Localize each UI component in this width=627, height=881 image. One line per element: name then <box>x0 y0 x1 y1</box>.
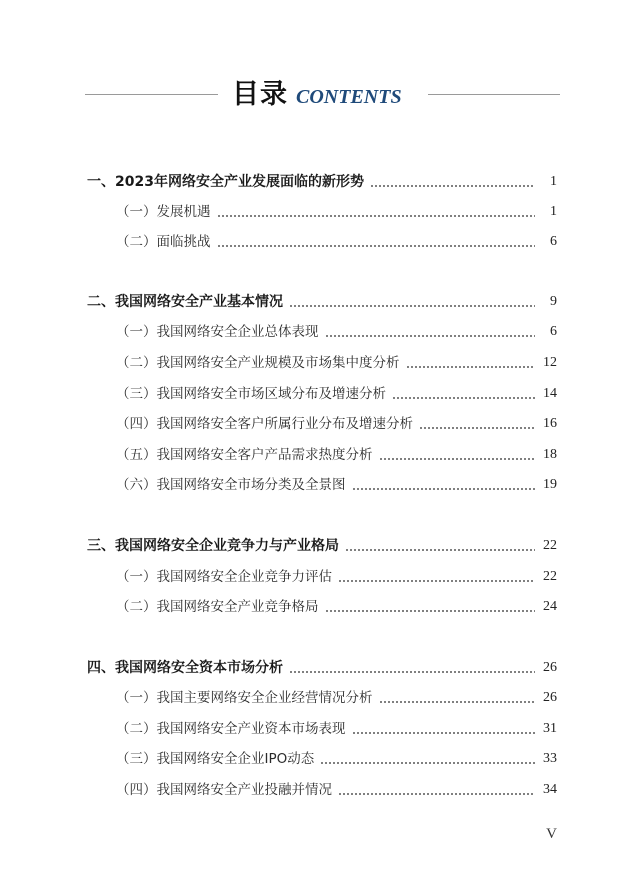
toc-entry-page-number: 6 <box>546 232 557 252</box>
toc-chapter-entry[interactable] <box>0 172 627 192</box>
header-rule-right <box>428 94 560 95</box>
toc-entry-page-number: 14 <box>539 384 557 404</box>
toc-dot-leader <box>325 335 535 337</box>
toc-entry-label: （三）我国网络安全企业IPO动态 <box>116 749 318 769</box>
toc-entry-page-number: 1 <box>546 172 557 192</box>
toc-dot-leader <box>345 549 535 551</box>
toc-entry-page-number: 12 <box>539 353 557 373</box>
toc-section-entry[interactable] <box>0 719 627 739</box>
toc-dot-leader <box>217 245 535 247</box>
toc-entry-label: 二、我国网络安全产业基本情况 <box>87 292 287 312</box>
toc-dot-leader <box>325 610 535 612</box>
toc-dot-leader <box>392 397 535 399</box>
toc-entry-page-number: 33 <box>539 749 557 769</box>
toc-section-entry[interactable] <box>0 597 627 617</box>
toc-dot-leader <box>352 488 535 490</box>
toc-entry-page-number: 18 <box>539 445 557 465</box>
toc-section-entry[interactable] <box>0 322 627 342</box>
toc-entry-page-number: 26 <box>539 688 557 708</box>
toc-chapter-entry[interactable] <box>0 292 627 312</box>
header-rule-left <box>85 94 218 95</box>
toc-section-entry[interactable] <box>0 688 627 708</box>
toc-entry-page-number: 9 <box>546 292 557 312</box>
toc-entry-label: 一、2023年网络安全产业发展面临的新形势 <box>87 172 368 192</box>
toc-entry-label: （三）我国网络安全市场区域分布及增速分析 <box>116 384 390 404</box>
toc-entry-label: 四、我国网络安全资本市场分析 <box>87 658 287 678</box>
toc-dot-leader <box>338 580 535 582</box>
page-title-english: CONTENTS <box>296 86 402 108</box>
toc-entry-label: （二）面临挑战 <box>116 232 215 252</box>
toc-entry-page-number: 26 <box>539 658 557 678</box>
toc-entry-page-number: 6 <box>546 322 557 342</box>
toc-dot-leader <box>320 762 535 764</box>
footer-page-number: V <box>546 826 557 842</box>
toc-entry-label: （五）我国网络安全客户产品需求热度分析 <box>116 445 377 465</box>
toc-section-entry[interactable] <box>0 567 627 587</box>
toc-dot-leader <box>289 671 535 673</box>
toc-dot-leader <box>406 366 535 368</box>
toc-section-entry[interactable] <box>0 202 627 222</box>
toc-section-entry[interactable] <box>0 414 627 434</box>
toc-section-entry[interactable] <box>0 780 627 800</box>
toc-chapter-entry[interactable] <box>0 536 627 556</box>
toc-section-entry[interactable] <box>0 232 627 252</box>
toc-header <box>0 78 627 112</box>
toc-section-entry[interactable] <box>0 445 627 465</box>
toc-entry-page-number: 34 <box>539 780 557 800</box>
toc-dot-leader <box>419 427 535 429</box>
toc-entry-page-number: 16 <box>539 414 557 434</box>
toc-dot-leader <box>338 793 535 795</box>
toc-chapter-entry[interactable] <box>0 658 627 678</box>
toc-section-entry[interactable] <box>0 749 627 769</box>
toc-entry-label: （一）我国主要网络安全企业经营情况分析 <box>116 688 377 708</box>
toc-dot-leader <box>289 305 535 307</box>
toc-entry-label: （一）我国网络安全企业总体表现 <box>116 322 323 342</box>
page-title: 目录 <box>232 79 288 110</box>
toc-entry-label: （一）发展机遇 <box>116 202 215 222</box>
toc-entry-page-number: 31 <box>539 719 557 739</box>
toc-entry-page-number: 24 <box>539 597 557 617</box>
toc-dot-leader <box>379 701 535 703</box>
toc-entry-label: （二）我国网络安全产业竞争格局 <box>116 597 323 617</box>
toc-entry-label: （二）我国网络安全产业资本市场表现 <box>116 719 350 739</box>
toc-section-entry[interactable] <box>0 353 627 373</box>
toc-entry-label: （六）我国网络安全市场分类及全景图 <box>116 475 350 495</box>
toc-entry-label: （四）我国网络安全客户所属行业分布及增速分析 <box>116 414 417 434</box>
toc-dot-leader <box>352 732 535 734</box>
toc-entry-label: （一）我国网络安全企业竞争力评估 <box>116 567 336 587</box>
toc-entry-page-number: 19 <box>539 475 557 495</box>
toc-entry-page-number: 22 <box>539 536 557 556</box>
toc-dot-leader <box>217 215 535 217</box>
toc-entry-page-number: 22 <box>539 567 557 587</box>
toc-section-entry[interactable] <box>0 384 627 404</box>
toc-entry-page-number: 1 <box>546 202 557 222</box>
toc-section-entry[interactable] <box>0 475 627 495</box>
toc-entry-label: 三、我国网络安全企业竞争力与产业格局 <box>87 536 343 556</box>
toc-entry-label: （二）我国网络安全产业规模及市场集中度分析 <box>116 353 404 373</box>
toc-entry-label: （四）我国网络安全产业投融并情况 <box>116 780 336 800</box>
toc-dot-leader <box>370 185 535 187</box>
toc-dot-leader <box>379 458 535 460</box>
